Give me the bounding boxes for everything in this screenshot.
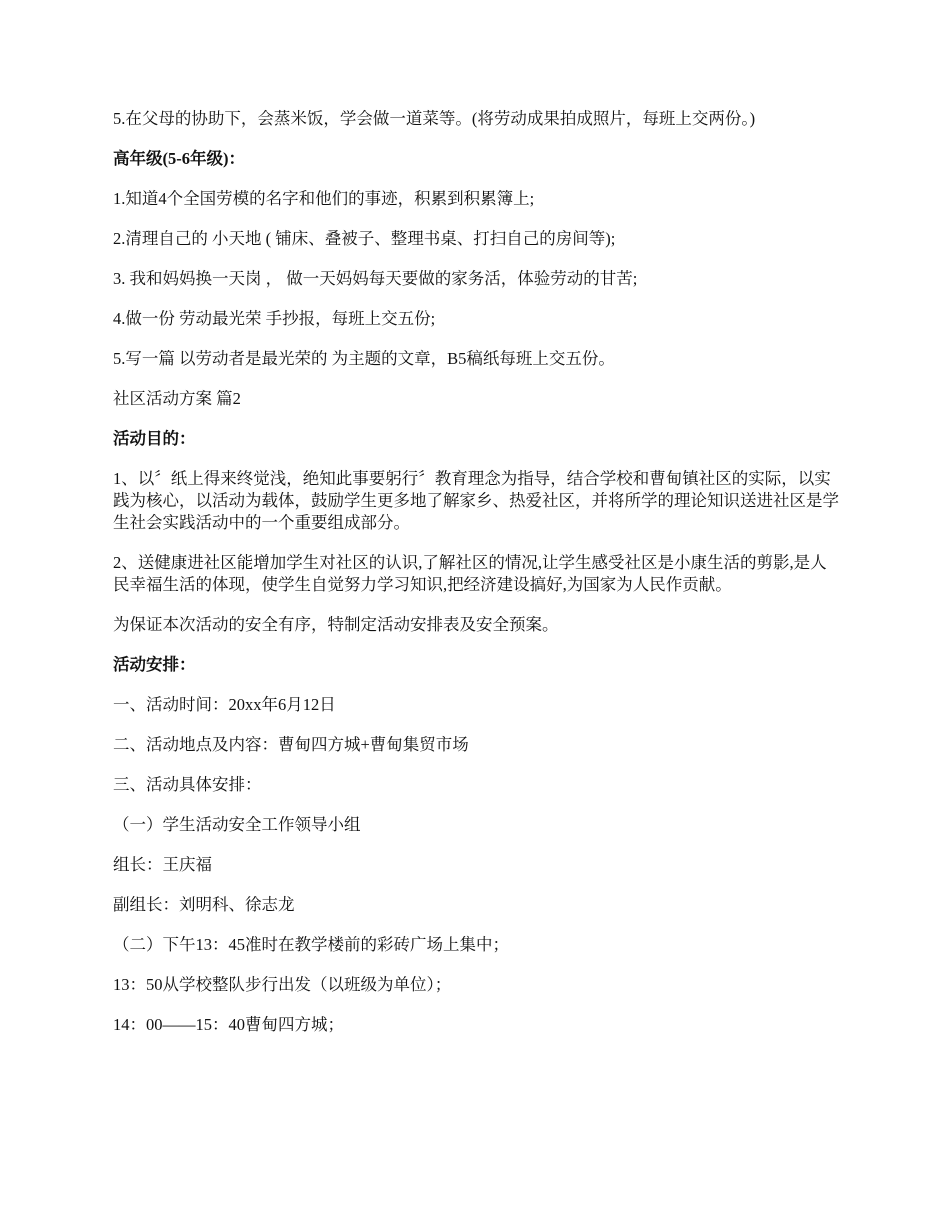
heading-upper-grades: 高年级(5-6年级)： bbox=[113, 149, 245, 168]
paragraph-cooking-task: 5.在父母的协助下，会蒸米饭，学会做一道菜等。(将劳动成果拍成照片，每班上交两份。) bbox=[113, 109, 756, 128]
paragraph-clean-room: 2.清理自己的 小天地 ( 铺床、叠被子、整理书桌、打扫自己的房间等); bbox=[113, 229, 616, 248]
heading-activity-arrangement: 活动安排： bbox=[113, 655, 196, 674]
paragraph-model-workers: 1.知道4个全国劳模的名字和他们的事迹，积累到积累簿上; bbox=[113, 189, 535, 208]
paragraph-visit-time: 14：00——15：40曹甸四方城； bbox=[113, 1015, 344, 1034]
paragraph-activity-location: 二、活动地点及内容：曹甸四方城+曹甸集贸市场 bbox=[113, 735, 469, 754]
paragraph-assembly-time: （二）下午13：45准时在教学楼前的彩砖广场上集中； bbox=[113, 935, 509, 954]
paragraph-departure-time: 13：50从学校整队步行出发（以班级为单位）； bbox=[113, 975, 452, 994]
document-page bbox=[113, 108, 843, 1054]
paragraph-purpose-2: 2、送健康进社区能增加学生对社区的认识,了解社区的情况,让学生感受社区是小康生活的剪影,是人民幸福生活的体现，使学生自觉努力学习知识,把经济建设搞好,为国家为人民作贡献。 bbox=[113, 553, 827, 594]
paragraph-deputy-leaders: 副组长：刘明科、徐志龙 bbox=[113, 895, 295, 914]
heading-activity-purpose: 活动目的： bbox=[113, 429, 196, 448]
paragraph-purpose-1: 1、以〞纸上得来终觉浅，绝知此事要躬行〞教育理念为指导，结合学校和曹甸镇社区的实际，以实践为核心，以活动为载体，鼓励学生更多地了解家乡、热爱社区，并将所学的理论知识送进社区是学生社会实践活动中的一个重要组成部分。 bbox=[113, 469, 839, 532]
paragraph-leadership-group: （一）学生活动安全工作领导小组 bbox=[113, 815, 361, 834]
paragraph-activity-time: 一、活动时间：20xx年6月12日 bbox=[113, 695, 336, 714]
paragraph-group-leader: 组长：王庆福 bbox=[113, 855, 212, 874]
paragraph-handwritten-poster: 4.做一份 劳动最光荣 手抄报，每班上交五份; bbox=[113, 309, 436, 328]
section-title-plan-2: 社区活动方案 篇2 bbox=[113, 389, 241, 408]
paragraph-essay: 5.写一篇 以劳动者是最光荣的 为主题的文章，B5稿纸每班上交五份。 bbox=[113, 349, 615, 368]
paragraph-specific-arrangement: 三、活动具体安排： bbox=[113, 775, 262, 794]
paragraph-swap-with-mom: 3. 我和妈妈换一天岗 ， 做一天妈妈每天要做的家务活，体验劳动的甘苦; bbox=[113, 269, 638, 288]
paragraph-safety-plan: 为保证本次活动的安全有序，特制定活动安排表及安全预案。 bbox=[113, 615, 559, 634]
